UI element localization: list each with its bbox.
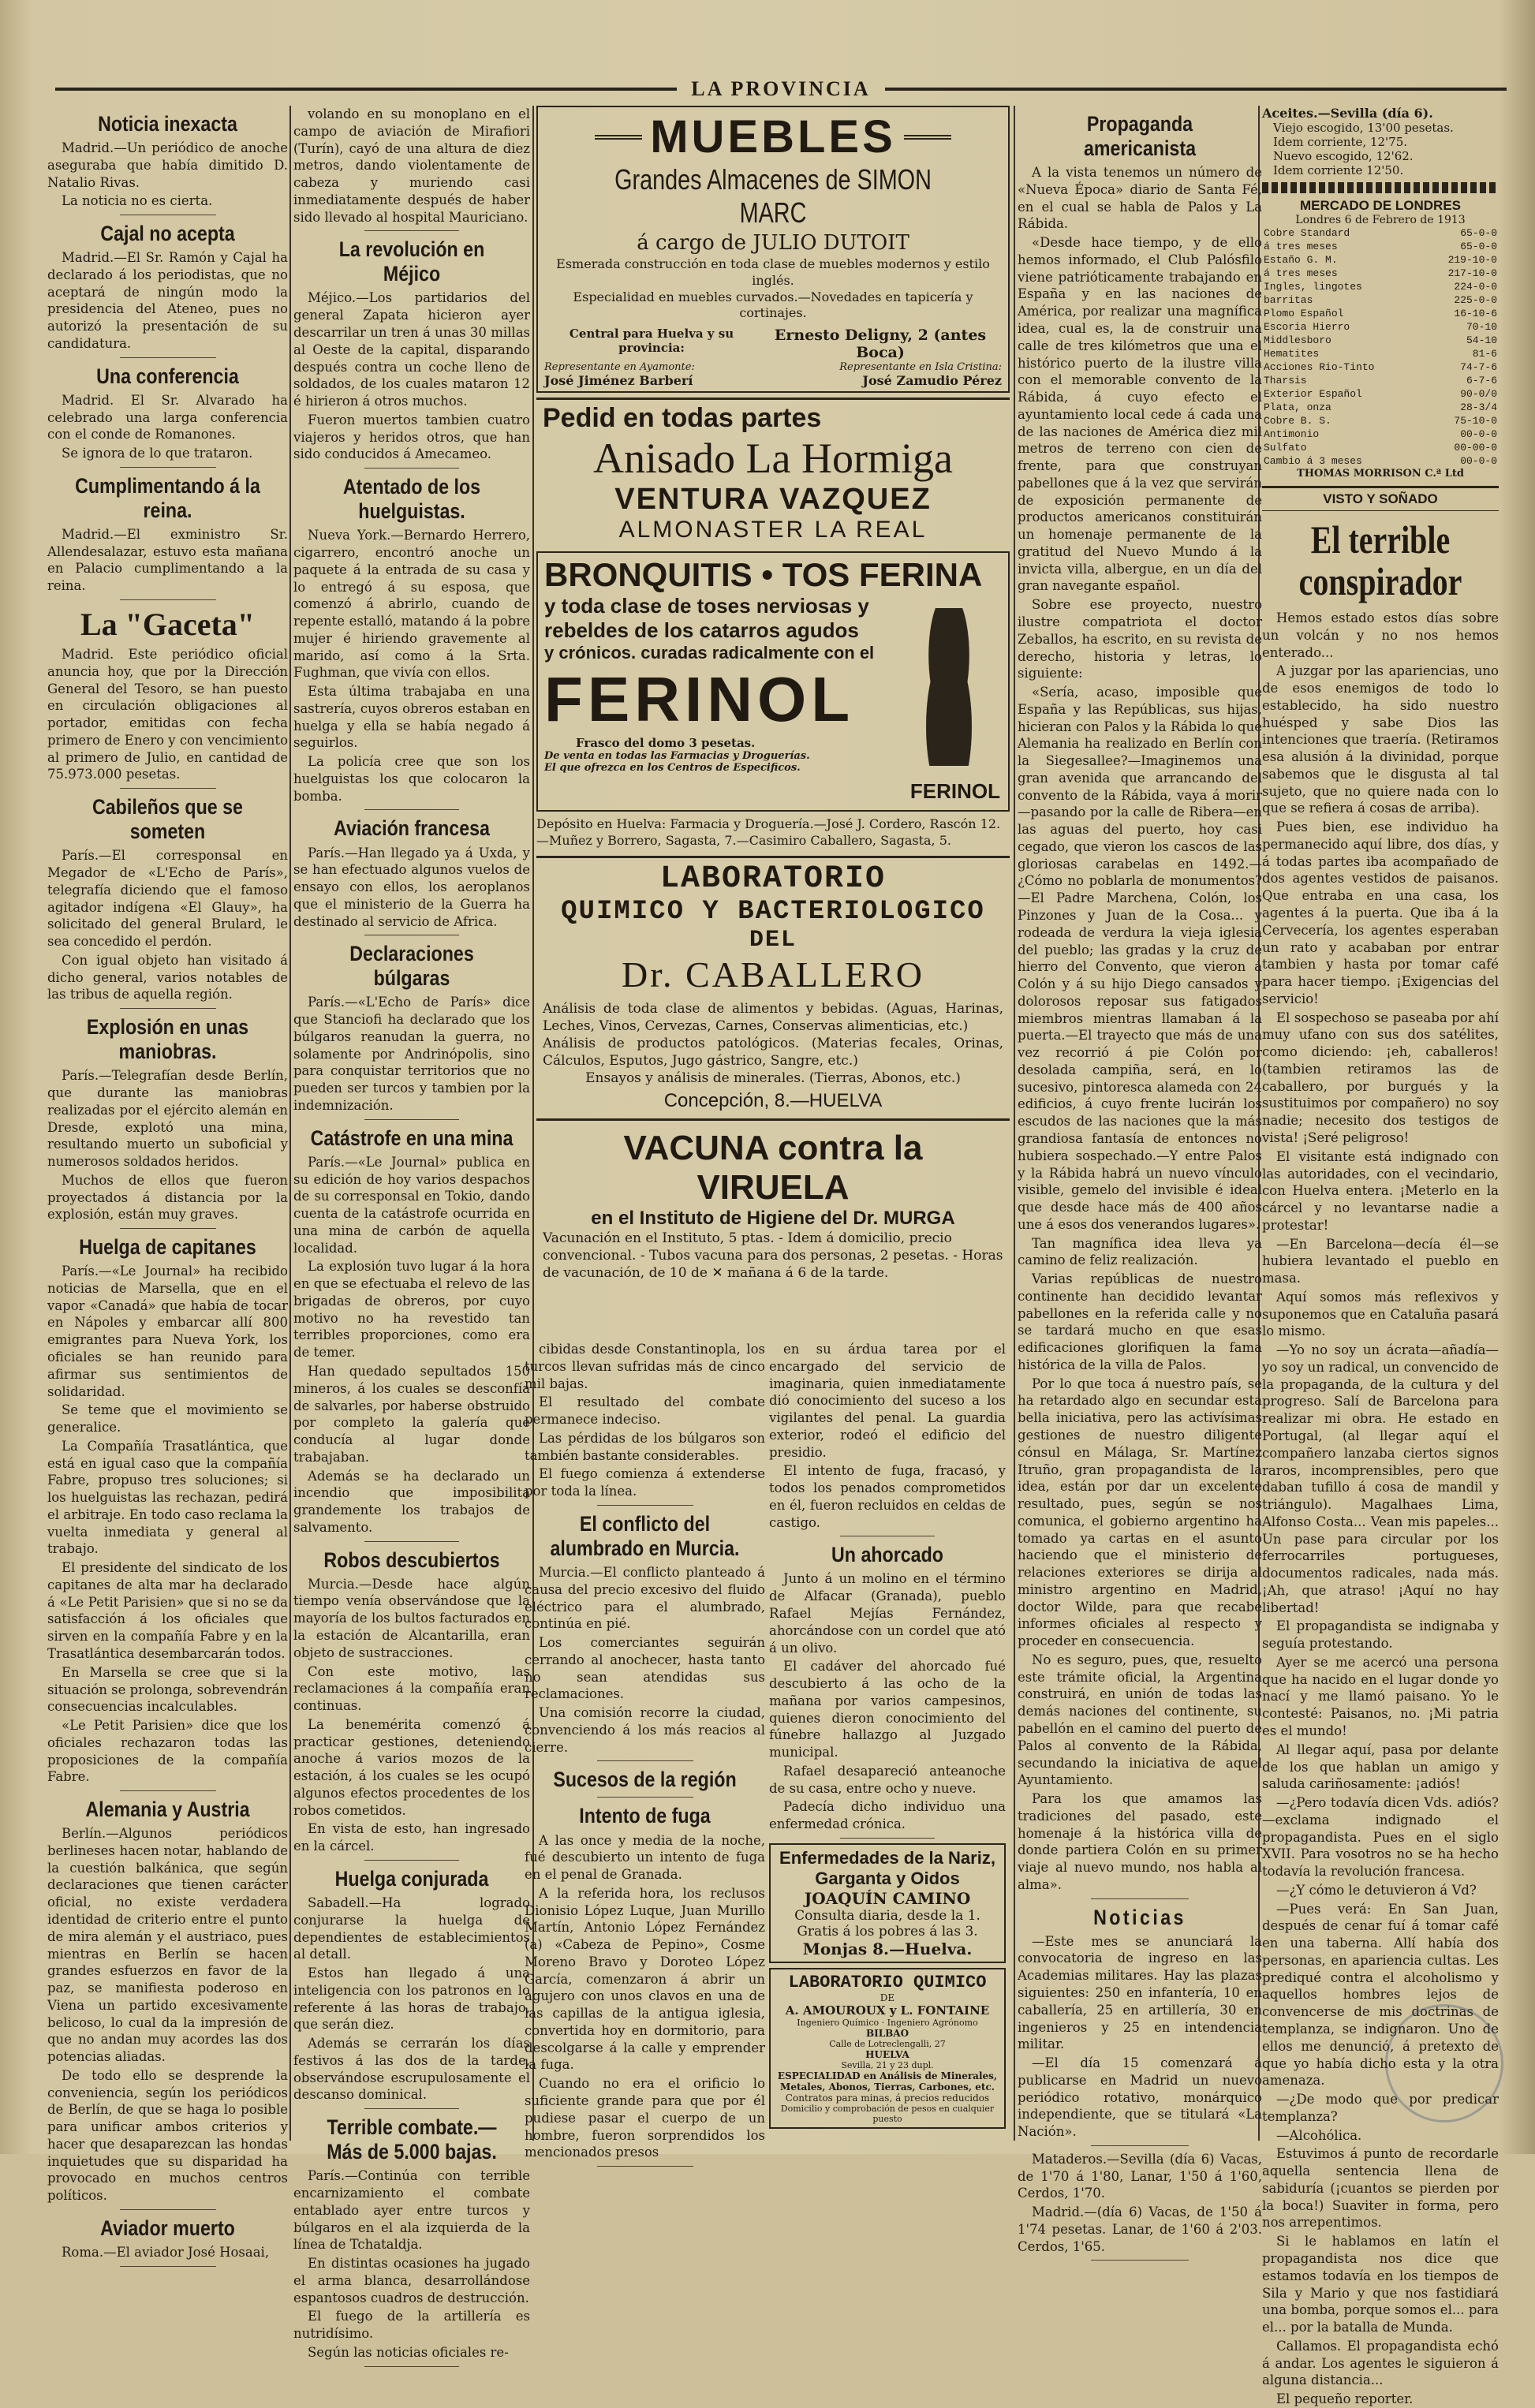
article-paragraph: Si le hablamos en latín el propagandista nos dice que estamos todavía en los tiempos de Sila y Mario y que nos fastidiará una bomba, porque somos el... para el... por la batalla de Munda. bbox=[1262, 2234, 1499, 2335]
article-paragraph: El sospechoso se paseaba por ahí muy ufano con sus dos satélites, como diciendo: ¡eh, caballeros! (tambien retiramos las de caballero, por burgués y la sustituimos por compañero) no soy nadie; necesito dos testigos de vista! ¡Seré peligroso! bbox=[1262, 1010, 1499, 1145]
ad-quimico-esp: ESPECIALIDAD en Análisis de Minerales, Metales, Abonos, Tierras, Carbones, etc. bbox=[777, 2070, 998, 2093]
article-paragraph: En Marsella se cree que si la situación se prolonga, sobrevendrán consecuencias incalculables. bbox=[47, 1664, 288, 1715]
market-value: 217-10-0 bbox=[1447, 267, 1497, 279]
library-stamp bbox=[1385, 2004, 1503, 2122]
aceites-item: Idem corriente 12'50. bbox=[1273, 163, 1404, 177]
ad-vacuna-sub: en el Instituto de Higiene del Dr. MURGA bbox=[591, 1208, 955, 1230]
ad-quimico-foot: Domicilio y comprobación de pesos en cualquier puesto bbox=[780, 2103, 995, 2124]
article-paragraph: Los comerciantes seguirán cerrando al anochecer, hasta tanto no sean atendidas sus reclamaciones. bbox=[525, 1635, 765, 1702]
ad-lab-line2: QUIMICO Y BACTERIOLOGICO bbox=[561, 896, 985, 927]
article-paragraph: Madrid. El Sr. Alvarado ha celebrado una larga conferencia con el conde de Romanones. bbox=[47, 392, 288, 442]
article-paragraph: Se ignora de lo que trataron. bbox=[62, 446, 253, 461]
article-separator bbox=[597, 2166, 693, 2167]
article-headline: Propaganda americanista bbox=[1083, 112, 1196, 161]
article-separator bbox=[364, 230, 459, 231]
ad-monaster: ALMONASTER LA REAL bbox=[618, 517, 928, 543]
ad-lab-p2: Análisis de productos patológicos. (Materias fecales, Orinas, Cálculos, Esputos, Jugo gástrico, Sangre, etc.) bbox=[543, 1035, 1003, 1070]
article-separator bbox=[120, 1008, 216, 1009]
ad-rule bbox=[904, 135, 951, 140]
article-paragraph: —En Barcelona—decía él—se hubiera levantado el pueblo en masa. bbox=[1262, 1236, 1499, 1286]
ad-ventura: VENTURA VAZQUEZ bbox=[614, 483, 932, 517]
ad-hormiga-title: Anisado La Hormiga bbox=[593, 435, 953, 483]
article-separator bbox=[120, 2209, 216, 2210]
ad-quimico-city1: BILBAO bbox=[865, 2027, 909, 2039]
market-item: Sulfato bbox=[1264, 442, 1307, 454]
masthead-rule-right bbox=[885, 88, 1507, 91]
article-headline: Huelga conjurada bbox=[334, 1866, 489, 1891]
market-signature: THOMAS MORRISON C.ª Ltd bbox=[1297, 468, 1464, 480]
article-separator bbox=[364, 809, 459, 810]
article-paragraph: El propagandista se indignaba y seguía protestando. bbox=[1262, 1618, 1499, 1652]
article-paragraph: volando en su monoplano en el campo de aviación de Mirafiori (Turín), cayó de una altura de diez metros, dando violentamente de cabeza y muriendo casi inmediatamente después de haber sido llevado al hospital Mauriciano. bbox=[293, 106, 530, 225]
ad-rep1: José Jiménez Barberí bbox=[544, 373, 693, 389]
article-paragraph: El visitante está indignado con las autoridades, con el vecindario, con Huelva entera. ¡Meterlo en la cárcel y no levantarse nadie a protestar! bbox=[1262, 1148, 1499, 1233]
article-paragraph: —¿Pero todavía dicen Vds. adiós?—exclama indignado el propagandista. Pues en el siglo XVII. Para vosotros no se ha hecho todavía la revolución francesa. bbox=[1262, 1795, 1499, 1880]
article-paragraph: Las pérdidas de los búlgaros son también bastante considerables. bbox=[525, 1430, 765, 1463]
article-headline: Cumplimentando á la reina. bbox=[75, 473, 260, 522]
article-headline: Aviador muerto bbox=[100, 2216, 235, 2241]
market-value: 16-10-6 bbox=[1454, 308, 1497, 319]
article-paragraph: Se teme que el movimiento se generalice. bbox=[47, 1402, 288, 1435]
market-item: Cambio á 3 meses bbox=[1264, 455, 1362, 467]
market-value: 6-7-6 bbox=[1466, 375, 1497, 386]
article-separator bbox=[364, 1541, 459, 1542]
ad-lab-p1: Análisis de toda clase de alimentos y bebidas. (Aguas, Harinas, Leches, Vinos, Cervezas, Carnes, Conservas alimenticias, etc.) bbox=[543, 1000, 1003, 1034]
article-paragraph: París.—Telegrafían desde Berlín, que durante las maniobras realizadas por el ejército alemán en Dresde, explotó una mina, resultando muerto un suboficial y numerosos soldados heridos. bbox=[47, 1068, 288, 1170]
aceites-item: Viejo escogido, 13'00 pesetas. bbox=[1273, 121, 1454, 135]
ad-quimico-addr1: Calle de Lotreclengalli, 27 bbox=[829, 2038, 946, 2049]
article-paragraph: Junto á un molino en el término de Alfacar (Granada), pueblo Rafael Mejías Fernández, ahorcándose con un cordel que ató á un olivo. bbox=[769, 1571, 1006, 1656]
ad-ferinol-venta1: De venta en todas las Farmacias y Droguerías. bbox=[544, 750, 810, 763]
article-paragraph: Además se cerrarán los días festivos á las dos de la tarde, observándose escrupulosamente el descanso dominical. bbox=[293, 2036, 530, 2103]
article-separator bbox=[120, 1228, 216, 1229]
market-row bbox=[1262, 401, 1499, 414]
market-item: Escoria Hierro bbox=[1264, 321, 1350, 333]
article-paragraph: Con este motivo, las reclamaciones á la compañía eran continuas. bbox=[293, 1663, 530, 1714]
market-item: Cobre Standard bbox=[1264, 227, 1350, 239]
market-value: 65-0-0 bbox=[1460, 241, 1497, 252]
article-paragraph: Mataderos.—Sevilla (día 6) Vacas, de 1'70 á 1'80, Lanar, 1'50 á 1'60, Cerdos, 1'70. bbox=[1018, 2151, 1262, 2201]
ad-deposito: Depósito en Huelva: Farmacia y Droguería.—José J. Cordero, Rascón 12.—Muñez y Borrero, Sagasta, 7.—Casimiro Caballero, Sagasta, 5. bbox=[536, 816, 1001, 848]
ad-desc-1: Esmerada construcción en toda clase de muebles modernos y estilo inglés. bbox=[556, 256, 990, 288]
market-row bbox=[1262, 240, 1499, 253]
ad-lab-line1: LABORATORIO bbox=[659, 861, 887, 897]
article-paragraph: De todo ello se desprende la conveniencia, según los periódicos de Berlín, de que se haga lo posible para unificar ambos criterios y hacer que desaparezcan las hondas inquietudes que su disparidad ha provocado en muchos centros políticos. bbox=[47, 2067, 288, 2204]
ad-vacuna bbox=[536, 1126, 1010, 1285]
aceites-item: Nuevo escogido, 12'62. bbox=[1273, 149, 1414, 163]
article-paragraph: En vista de esto, han ingresado en la cárcel. bbox=[293, 1821, 530, 1854]
article-paragraph: Madrid.—El Sr. Ramón y Cajal ha declarado á los periodistas, que no aceptará de ningún modo la presidencia del Ateneo, pues no autorizó la presentación de su candidatura. bbox=[47, 250, 288, 351]
article-paragraph: Al llegar aquí, pasa por delante de los que hablan un amigo y saluda cariñosamente: ¡adiós! bbox=[1262, 1742, 1499, 1792]
terrible-conspirador-text bbox=[1262, 610, 1499, 2408]
market-item: Antimonio bbox=[1264, 428, 1320, 440]
article-paragraph: Madrid.—Un periódico de anoche aseguraba que había dimitido D. Natalio Rivas. bbox=[47, 140, 288, 190]
market-row bbox=[1262, 374, 1499, 387]
article-paragraph: El cadáver del ahorcado fué descubierto á las ocho de la mañana por varios campesinos, quienes dieron conocimiento del fúnebre hallazgo al Juzgado municipal. bbox=[769, 1659, 1006, 1760]
article-paragraph: La Compañía Trasatlántica, que está en igual caso que la compañía Fabre, propuso tres soluciones; si los huelguistas las rechazan, pedirá el arbitraje. En todo caso reclama la vuelta inmediata y general al trabajo. bbox=[47, 1438, 288, 1557]
article-separator bbox=[120, 467, 216, 468]
article-paragraph: Pues bien, ese individuo ha permanecido aquí libre, dos días, y á todas partes iba acompañado de dos agentes vestidos de paisanos. Que entraba en una casa, los agentes á la puerta. Que iba á la Cervecería, los agentes esperaban un rato y acababan por entrar tambien y hasta por tomar café para hacer tiempo. ¡Exigencias del servicio! bbox=[1262, 819, 1499, 1006]
terrible-conspirador-title: El terrible conspirador bbox=[1298, 517, 1462, 603]
article-paragraph: Fueron muertos tambien cuatro viajeros y heridos otros, que han sido conducidos á Amecameo. bbox=[293, 412, 530, 462]
market-title: MERCADO DE LONDRES bbox=[1299, 198, 1461, 213]
market-row bbox=[1262, 441, 1499, 454]
article-paragraph: —¿Y cómo le detuvieron á Vd? bbox=[1276, 1882, 1477, 1898]
article-separator bbox=[120, 788, 216, 789]
article-paragraph: La policía cree que son los huelguistas los que colocaron la bomba. bbox=[293, 754, 530, 804]
article-paragraph: A la referida hora, los reclusos Dionisio López Luque, Juan Murillo Martín, Antonio López Fernández (a) «Cabeza de Pepino», Cosme Moreno Bravo y Doroteo López García, comenzaron á abrir un agujero con unos clavos en una de las capillas de la antigua iglesia, convertida hoy en dormitorio, para descolgarse á la calle y emprender la fuga. bbox=[525, 1885, 765, 2073]
article-paragraph: Hemos estado estos días sobre un volcán y no nos hemos enterado... bbox=[1262, 610, 1499, 660]
market-row bbox=[1262, 293, 1499, 307]
article-separator bbox=[120, 1790, 216, 1791]
ad-rep2: José Zamudio Pérez bbox=[862, 373, 1002, 389]
article-paragraph: Rafael desapareció anteanoche de su casa, entre ocho y nueve. bbox=[769, 1763, 1006, 1796]
aceites-list bbox=[1262, 121, 1499, 177]
market-value: 81-6 bbox=[1472, 348, 1497, 360]
ad-quimico-contr: Contratos para minas, á precios reducidos bbox=[785, 2092, 990, 2104]
article-headline: Aviación francesa bbox=[334, 816, 490, 841]
article-paragraph: El intento de fuga, fracasó, y todos los penados comprometidos en él, fueron recluidos en celdas de castigo. bbox=[769, 1463, 1006, 1530]
article-headline: Declaraciones búlgaras bbox=[349, 942, 474, 991]
article-separator bbox=[597, 1760, 693, 1761]
masthead-title: LA PROVINCIA bbox=[691, 77, 871, 100]
article-paragraph: El fuego comienza á extenderse por toda la línea. bbox=[525, 1466, 765, 1499]
ad-camino-name: JOAQUÍN CAMINO bbox=[804, 1888, 971, 1908]
article-paragraph: Aquí somos más reflexivos y suponemos que en Cataluña pasará lo mismo. bbox=[1262, 1289, 1499, 1339]
article-paragraph: París.—«Le Journal» ha recibido noticias de Marsella, que en el vapor «Canadá» que había de tocar en Nápoles y embarcar allí 800 emigrantes para Nueva York, los oficiales se han reunido para afirmar sus sentimientos de solidaridad. bbox=[47, 1264, 288, 1399]
ad-quimico-names: A. AMOUROUX y L. FONTAINE bbox=[785, 2003, 990, 2018]
article-paragraph: Han quedado sepultados 150 mineros, á los cuales se desconfía de salvarles, por haberse obstruido por completo la galería que conducía al lugar donde trabajaban. bbox=[293, 1364, 530, 1465]
column-4-lower bbox=[769, 1341, 1006, 2141]
market-item: Middlesboro bbox=[1264, 334, 1331, 346]
market-item: Cobre B. S. bbox=[1264, 415, 1331, 427]
article-paragraph: El presidente del sindicato de los capitanes de alta mar ha declarado á «Le Petit Parisien» que si no se da satisfacción á los oficiales que sirven en la compañía Fabre y en la Trasatlántica desembarcarán todos. bbox=[47, 1560, 288, 1661]
article-separator bbox=[840, 1838, 935, 1839]
market-row bbox=[1262, 414, 1499, 427]
article-paragraph: París.—«Le Journal» publica en su edición de hoy varios despachos de su corresponsal en Tokio, dando cuenta de la catástrofe ocurrida en una mina de carbón de aquella localidad. bbox=[293, 1154, 530, 1256]
ad-ferinol-venta2: El que ofrezca en los Centros de Especificos. bbox=[544, 762, 801, 775]
article-paragraph: Esta última trabajaba en una sastrería, cuyos obreros estaban en huelga y ella se había negado á seguirlos. bbox=[293, 684, 530, 751]
market-value: 219-10-0 bbox=[1447, 254, 1497, 266]
ad-lab-line3: DEL bbox=[749, 926, 797, 954]
column-6 bbox=[1262, 106, 1499, 2407]
masthead bbox=[55, 76, 1507, 103]
article-separator bbox=[364, 1119, 459, 1120]
article-paragraph: Estuvimos á punto de recordarle aquella sentencia llena de sabiduría (¡cuantos se pierden por la boca!) Suaviter in forma, pero nos arrepentimos. bbox=[1262, 2146, 1499, 2231]
article-paragraph: en su árdua tarea por el encargado del servicio de imaginaria, quien inmediatamente dió conocimiento del suceso a los vigilantes del penal. La guardia exterior, rodeó el edificio del presidio. bbox=[769, 1342, 1006, 1460]
article-paragraph: Nueva York.—Bernardo Herrero, cigarrero, encontró anoche un paquete á la entrada de su casa y lo entregó á su esposa, que comenzó á abrirlo, cuando de repente estalló, matando á la pobre mujer é hiriendo gravemente al marido, así como á la Srta. Fughman, que vivía con ellos. bbox=[293, 528, 530, 681]
ad-ferinol-dosis: Frasco del domo 3 pesetas. bbox=[576, 736, 756, 751]
market-item: Tharsis bbox=[1264, 375, 1307, 386]
article-paragraph: El fuego de la artillería es nutridísimo. bbox=[293, 2309, 530, 2342]
market-value: 00-0-0 bbox=[1460, 455, 1497, 467]
market-item: Estaño G. M. bbox=[1264, 254, 1338, 266]
ad-quimico-title: LABORATORIO QUIMICO bbox=[788, 1972, 987, 1992]
article-separator bbox=[120, 357, 216, 358]
article-paragraph: cibidas desde Constantinopla, los turcos llevan sufridas más de cinco mil bajas. bbox=[525, 1342, 765, 1391]
ad-hormiga bbox=[536, 398, 1010, 547]
market-value: 65-0-0 bbox=[1460, 227, 1497, 239]
article-headline: El conflicto del alumbrado en Murcia. bbox=[550, 1511, 740, 1560]
article-separator bbox=[364, 468, 459, 469]
article-paragraph: «Sería, acaso, imposible que España y las Repúblicas, sus hijas, hicieran con Palos y la Rábida lo que Alemania ha realizado en Berlín con la Siegesallee?—Imaginemos una gran avenida que arrancando del convento de la Rábida, vaya á morir—pasando por la calle de Ribera—en las aguas del puerto, hoy casi cegado, que vieron los cascos de las gloriosas carabelas en 1492.—¿Cómo no poblarla de monumentos?—El Padre Marchena, Colón, los Pinzones y Juan de la Cosa... y rodeada de verdura la vieja iglesia del pueblo; las gradas y la cruz de hierro del Convento, que vieron á Colón y á su hijo Diego cansados y dolorosos reposar sus fatigados miembros mientras llamaban á la puerta.—El trayecto que más de una vez recorrió á pie Colón por desolada campiña, será, en lo sucesivo, pintoresca alameda con 24 edificios, á cuyo frente lucirán los escudos de las naciones que la más grandiosa fantasía de entonces no hubiera sospechado.—Y entre Palos y la Rábida habrá un nuevo vínculo visible, gemelo del invisible é ideal que desde hace más de 400 años une á esos dos venerandos lugares». bbox=[1018, 685, 1262, 1232]
article-paragraph: Sabadell.—Ha logrado conjurarse la huelga de dependientes de establecimientos al detall. bbox=[293, 1895, 530, 1962]
market-row bbox=[1262, 226, 1499, 240]
article-paragraph: —Yo no soy un ácrata—añadía—yo soy un radical, un convencido de la propaganda, de la cultura y del progreso. Salí de Barcelona para realizar mi obra. He estado en Portugal, (al llegar aquí el compañero lanzaba ciertos signos raros, incomprensibles, pero que daban tufillo á cosa de mandil y triángulo). Magalhaes Lima, Alfonso Costa... Vean mis papeles... Un pase para circular por los ferrocarriles portugueses, documentos radicales, nada más. ¡Ah, que atraso! ¡Aquí no hay libertad! bbox=[1262, 1342, 1499, 1615]
article-headline: Alemania y Austria bbox=[85, 1798, 250, 1822]
article-paragraph: El pequeño reporter. bbox=[1276, 2391, 1414, 2407]
article-paragraph: Murcia.—El conflicto planteado á causa del precio excesivo del fluido eléctrico para el alumbrado, continúa en pié. bbox=[525, 1564, 765, 1632]
article-paragraph: Muchos de ellos que fueron proyectados á distancia por la explosión, están muy graves. bbox=[47, 1172, 288, 1223]
article-separator bbox=[364, 2366, 459, 2367]
ad-ferinol bbox=[536, 551, 1010, 812]
article-paragraph: Madrid.—El exministro Sr. Allendesalazar, estuvo esta mañana en Palacio cumplimentando a la reina. bbox=[47, 526, 288, 594]
market-row bbox=[1262, 253, 1499, 267]
ad-desc-2: Especialidad en muebles curvados.—Novedades en tapicería y cortinajes. bbox=[573, 289, 973, 321]
ad-camino bbox=[769, 1843, 1006, 1963]
article-headline: Noticias bbox=[1093, 1905, 1186, 1929]
article-paragraph: La explosión tuvo lugar á la hora en que se efectuaba el relevo de las brigadas de obreros, por cuyo motivo no ha revestido tan terribles proporciones, como era de temer. bbox=[293, 1259, 530, 1361]
article-paragraph: Sobre ese proyecto, nuestro ilustre compatriota el doctor Zeballos, ha escrito, en su revista de derecho, historia y letras, lo siguiente: bbox=[1018, 597, 1262, 681]
article-separator bbox=[120, 599, 216, 600]
column-2 bbox=[293, 106, 530, 2360]
article-headline: Explosión en unas maniobras. bbox=[86, 1015, 249, 1064]
article-paragraph: En distintas ocasiones ha jugado el arma blanca, desarrollándose espantosos cuadros de destrucción. bbox=[293, 2256, 530, 2305]
ad-ferinol-small: FERINOL bbox=[909, 779, 1000, 804]
article-headline: Robos descubiertos bbox=[323, 1547, 500, 1572]
market-value: 75-10-0 bbox=[1454, 415, 1497, 427]
market-value: 54-10 bbox=[1466, 334, 1497, 346]
article-headline: Huelga de capitanes bbox=[79, 1235, 256, 1260]
column-5 bbox=[1018, 106, 1262, 2254]
ad-rep1-label: Representante en Ayamonte: bbox=[544, 361, 695, 374]
market-row bbox=[1262, 320, 1499, 334]
advertisements bbox=[536, 106, 1010, 1282]
market-item: á tres meses bbox=[1264, 267, 1338, 279]
market-value: 74-7-6 bbox=[1460, 361, 1497, 373]
article-separator bbox=[1091, 1898, 1189, 1899]
article-paragraph: —Alcohólica. bbox=[1276, 2127, 1362, 2143]
ad-lab-address: Concepción, 8.—HUELVA bbox=[663, 1090, 883, 1112]
article-paragraph: Además se ha declarado un incendio que imposibilita grandemente los trabajos de salvamento. bbox=[293, 1468, 530, 1535]
ad-muebles bbox=[536, 106, 1010, 393]
ad-vacuna-title: VACUNA contra la VIRUELA bbox=[623, 1129, 923, 1208]
article-paragraph: Roma.—El aviador José Hosaai, bbox=[62, 2245, 270, 2261]
market-item: Exterior Español bbox=[1264, 388, 1362, 400]
article-paragraph: Con igual objeto han visitado á dicho general, varios notables de las tribus de aquella región. bbox=[47, 952, 288, 1002]
ad-central-address: Ernesto Deligny, 2 (antes Boca) bbox=[774, 327, 987, 362]
market-item: Plomo Español bbox=[1264, 308, 1344, 319]
article-separator bbox=[364, 2108, 459, 2109]
article-paragraph: La benemérita comenzó á practicar gestiones, deteniendo anoche á varios mozos de la estación, á los cuales se les ocupó algunos efectos procedentes de los robos cometidos. bbox=[293, 1716, 530, 1818]
ad-almacenes: Grandes Almacenes de SIMON MARC bbox=[614, 163, 932, 229]
market-value: 00-0-0 bbox=[1460, 428, 1497, 440]
article-headline: La "Gaceta" bbox=[80, 607, 256, 643]
column-1 bbox=[47, 106, 289, 2261]
article-headline: Catástrofe en una mina bbox=[310, 1126, 514, 1150]
ad-rule bbox=[595, 135, 642, 140]
article-headline: Intento de fuga bbox=[579, 1804, 711, 1828]
decorative-bar bbox=[1262, 182, 1499, 193]
ad-muebles-title: MUEBLES bbox=[650, 111, 896, 162]
market-value: 90-0/0 bbox=[1460, 388, 1497, 400]
market-row bbox=[1262, 347, 1499, 360]
market-row bbox=[1262, 360, 1499, 374]
ad-rep2-label: Representante en Isla Cristina: bbox=[839, 361, 1002, 374]
article-paragraph: Tan magnífica idea lleva ya camino de feliz realización. bbox=[1018, 1235, 1262, 1268]
ad-lab-p3: Ensayos y análisis de minerales. (Tierras, Abonos, etc.) bbox=[585, 1070, 961, 1087]
article-separator bbox=[1091, 2260, 1189, 2261]
ad-laboratorio-quimico bbox=[769, 1968, 1006, 2129]
article-paragraph: —Este mes se anunciará la convocatoria de ingreso en las Academias militares. Hay las plazas siguientes: 250 en infantería, 10 en caballería, 25 en artillería, 30 en ingenieros y 25 en intendencia militar. bbox=[1018, 1933, 1262, 2052]
article-paragraph: «Desde hace tiempo, y de ello hemos informado, el Club Palósfilo viene patrióticamente trabajando en España y en las naciones de América, por realizar una magnífica idea, cual es, la de construir una calle de tres kilómetros que una el histórico puerto de la ilustre villa con el memorable convento de la Rábida, á cuyo efecto el ayuntamiento local cede á cada una de las naciones de América diez mil metros de terreno con cien de frente, para que construyan pabellones que á la vez que servirán de exposición permanente de productos americanos constituirán un homenaje permanente de la gratitud del Nuevo Mundo á la invicta villa, albergue, en un día del gran navegante español. bbox=[1018, 235, 1262, 594]
ad-quimico-city2: HUELVA bbox=[865, 2048, 909, 2060]
article-paragraph: Padecía dicho individuo una enfermedad crónica. bbox=[769, 1799, 1006, 1832]
article-headline: Terrible combate.—Más de 5.000 bajas. bbox=[327, 2115, 497, 2164]
article-paragraph: A la vista tenemos un número de «Nueva Época» diario de Santa Fé, en el cual se habla de Palos y La Rábida. bbox=[1018, 165, 1262, 232]
article-headline: Atentado de los huelguistas. bbox=[342, 475, 481, 524]
market-value: 70-10 bbox=[1466, 321, 1497, 333]
market-value: 224-0-0 bbox=[1454, 281, 1497, 293]
article-paragraph: A las once y media de la noche, fué descubierto un intento de fuga en el penal de Granada. bbox=[525, 1832, 765, 1883]
ad-camino-line1: Consulta diaria, desde la 1. bbox=[794, 1907, 980, 1924]
market-item: Hematites bbox=[1264, 348, 1320, 360]
article-paragraph: Una comisión recorre la ciudad, convenciendo á los más reacios al cierre. bbox=[525, 1705, 765, 1755]
article-paragraph: —El día 15 comenzará á publicarse en Madrid un nuevo periódico rotativo, monárquico independiente, que se titulará «La Nación». bbox=[1018, 2055, 1262, 2140]
article-paragraph: —Pues verá: En San Juan, después de cenar fuí á tomar café en una taberna. Allí había dos personas, en apariencia cultas. Les prediqué contra el alcoholismo y aquellos hombres lejos de convencerse de mis doctrinas de templanza, se indignaron. Uno de ellos me denunció, á pretexto de que yo había dicho esta y la otra amenaza. bbox=[1262, 1901, 1499, 2089]
ad-laboratorio-caballero bbox=[536, 856, 1010, 1121]
column-divider bbox=[289, 106, 291, 2141]
market-row bbox=[1262, 267, 1499, 280]
article-paragraph: París.—Han llegado ya á Uxda, y se han efectuado algunos vuelos de ensayo con ellos, los aeroplanos que el ministerio de la Guerra ha destinado al servicio de Africa. bbox=[293, 845, 530, 929]
article-separator bbox=[120, 2266, 216, 2267]
article-headline: Una conferencia bbox=[96, 364, 239, 388]
market-table bbox=[1262, 226, 1499, 468]
masthead-rule-left bbox=[55, 88, 677, 91]
article-separator bbox=[597, 1797, 693, 1798]
section-visto-y-sonado: VISTO Y SOÑADO bbox=[1262, 486, 1499, 511]
article-paragraph: París.—El corresponsal en Megador de «L'Echo de París», telegrafía diciendo que el famoso agitador indígena «El Glauy», ha solicitado del general Brulard, le sea concedido el perdón. bbox=[47, 848, 288, 950]
article-headline: Noticia inexacta bbox=[98, 112, 237, 136]
article-paragraph: Murcia.—Desde hace algún tiempo venía observándose que la mayoría de los bultos facturados en la estación de Alcantarilla, eran objeto de sustracciones. bbox=[293, 1576, 530, 1660]
article-paragraph: El resultado del combate permanece indeciso. bbox=[525, 1394, 765, 1428]
ad-camino-title: Enfermedades de la Nariz, Garganta y Oidos bbox=[779, 1847, 995, 1888]
market-item: barritas bbox=[1264, 294, 1313, 306]
article-paragraph: Madrid.—(día 6) Vacas, de 1'50 á 1'74 pesetas. Lanar, de 1'60 á 2'03. Cerdos, 1'65. bbox=[1018, 2205, 1262, 2254]
aceites-item: Idem corriente, 12'75. bbox=[1273, 135, 1408, 149]
article-paragraph: «Le Petit Parisien» dice que los oficiales rechazaron todas las proposiciones de la compañía Fabre. bbox=[47, 1718, 288, 1785]
market-row bbox=[1262, 454, 1499, 468]
article-headline: La revolución en Méjico bbox=[338, 237, 485, 286]
market-row bbox=[1262, 387, 1499, 401]
article-separator bbox=[1091, 2145, 1189, 2146]
ad-ferinol-sub2: rebeldes de los catarros agudos bbox=[544, 618, 859, 643]
market-row bbox=[1262, 280, 1499, 293]
article-paragraph: La noticia no es cierta. bbox=[62, 193, 213, 209]
article-paragraph: —¿De modo que por predicar templanza? bbox=[1262, 2092, 1499, 2124]
article-headline: Cajal no acepta bbox=[100, 222, 235, 246]
ad-caballero: Dr. CABALLERO bbox=[622, 954, 924, 995]
ad-camino-line2: Gratis á los pobres á las 3. bbox=[797, 1923, 978, 1939]
column-3-lower bbox=[525, 1341, 765, 2160]
market-row bbox=[1262, 307, 1499, 320]
article-paragraph: Varias repúblicas de nuestro continente han decidido levantar pabellones en la referida calle y no se tardará mucho en que esas edificaciones glorifiquen la fama histórica de la villa de Palos. bbox=[1018, 1271, 1262, 1372]
aceites-heading: Aceites.—Sevilla (día 6). bbox=[1262, 106, 1433, 121]
market-item: Ingles, lingotes bbox=[1264, 281, 1362, 293]
ad-pedid: Pedid en todas partes bbox=[543, 403, 822, 434]
article-headline: Un ahorcado bbox=[831, 1543, 943, 1567]
article-headline: Cabileños que se someten bbox=[92, 795, 243, 844]
article-paragraph: Madrid. Este periódico oficial anuncia hoy, que por la Dirección General del Tesoro, se han puesto en circulación obligaciones al portador, emitidas con fecha primero de Enero y con vencimiento al primero de Julio, en cantidad de 75.973.000 pesetas. bbox=[47, 647, 289, 782]
ad-quimico-sub: Ingeniero Químico · Ingeniero Agrónomo bbox=[797, 2017, 978, 2028]
ad-quimico-addr2: Sevilla, 21 y 23 dupl. bbox=[841, 2059, 934, 2070]
market-row bbox=[1262, 427, 1499, 441]
column-divider bbox=[1014, 106, 1015, 2141]
ad-central-label: Central para Huelva y su provincia: bbox=[569, 327, 734, 356]
article-paragraph: Berlín.—Algunos periódicos berlineses hacen notar, hablando de la cuestión balkánica, que según declaraciones que tienen carácter oficial, no existe verdadera identidad de criterio entre el punto de mira alemán y el austriaco, pues mientras en Berlín se hacen grandes esfuerzos en favor de la paz, se manifiesta poderoso en Viena un partido excesivamente belicoso, lo cual da la impresión de que no andan muy acordes las dos potencias aliadas. bbox=[47, 1826, 288, 2065]
article-paragraph: Callamos. El propagandista echó á andar. Los agentes le siguieron á alguna distancia... bbox=[1262, 2338, 1499, 2388]
article-paragraph: París.—«L'Echo de París» dice que Stanciofi ha declarado que los búlgaros reanudan la guerra, no solamente por Andrinópolis, sino para conquistar territorios que no pueden ser turcos y tambien por la indemnización. bbox=[293, 995, 530, 1114]
market-value: 225-0-0 bbox=[1454, 294, 1497, 306]
article-separator bbox=[364, 1860, 459, 1861]
article-paragraph: No es seguro, pues, que, resuelto este trámite oficial, la Argentina construirá, en unión de todas las demás naciones del continente, su pabellón en el camino del puerto de Palos al convento de la Rábida, secundando la iniciativa de aquel Ayuntamiento. bbox=[1018, 1652, 1262, 1788]
market-value: 28-3/4 bbox=[1460, 401, 1497, 413]
article-headline: Sucesos de la región bbox=[553, 1768, 737, 1792]
ad-ferinol-title: FERINOL bbox=[544, 664, 855, 735]
ferinol-figure-illustration bbox=[913, 608, 984, 766]
market-item: Acciones Rio-Tinto bbox=[1264, 361, 1375, 373]
article-separator bbox=[597, 1505, 693, 1506]
article-paragraph: París.—Continúa con terrible encarnizamiento el combate entablado ayer entre turcos y búlgaros en el ala izquierda de la línea de Tchataldja. bbox=[293, 2168, 530, 2253]
market-value: 00-00-0 bbox=[1454, 442, 1497, 454]
ad-vacuna-text: Vacunación en el Instituto, 5 ptas. - Idem á domicilio, precio convencional. - Tubos vacuna para dos personas, 2 pesetas. - Horas de vacunación, de 10 de ✕ mañana á 6 de la tarde. bbox=[543, 1230, 1003, 1282]
article-paragraph: A juzgar por las apariencias, uno de esos enemigos de todo lo establecido, ha sido nuestro huésped y sabe Dios las intenciones que traería. (Retiramos esa alusión á la divinidad, porque sabemos que le disgusta al tal sujeto, que no quiere nada con lo que se refiera á cosas de arriba). bbox=[1262, 663, 1499, 816]
market-row bbox=[1262, 334, 1499, 347]
market-date: Londres 6 de Febrero de 1913 bbox=[1295, 214, 1466, 226]
article-paragraph: Por lo que toca á nuestro país, se ha retardado algo en secundar esta bella iniciativa, pero las activísimas gestiones de nuestro diligente cónsul en Málaga, Sr. Martínez Itruño, gran propagandista de la idea, están por dar un excelente resultado, pues, según se nos comunica, el gobierno argentino ha tomado ya cartas en el asunto haciendo que el ministerio de relaciones exteriores se dirija al ministro argentino en Madrid, doctor Wilde, para que recabe informes oficiales al respecto y proceder en consecuencia. bbox=[1018, 1376, 1262, 1649]
ad-cargo: á cargo de JULIO DUTOIT bbox=[637, 231, 909, 255]
ad-ferinol-sub3: y crónicos. curadas radicalmente con el bbox=[544, 643, 875, 663]
article-paragraph: Cuando no era el orificio lo suficiente grande para que por él pudiese pasar el cuerpo de un hombre, fueron sorprendidos los mencionados presos bbox=[525, 2076, 765, 2160]
article-paragraph: Ayer se me acercó una persona que ha nacido en el lugar donde yo nací y me llamó paisano. Yo le contesté: Paisanos, no. ¡Mi patria es el mundo! bbox=[1262, 1654, 1499, 1738]
ad-ferinol-sub1: y toda clase de toses nerviosas y bbox=[544, 594, 869, 618]
article-paragraph: Según las noticias oficiales re- bbox=[308, 2344, 509, 2360]
article-paragraph: Para los que amamos las tradiciones del pasado, este homenaje á la histórica villa de donde partiera Colón en su primer viaje al nuevo mundo, nos habla al alma». bbox=[1018, 1791, 1262, 1892]
market-item: Plata, onza bbox=[1264, 401, 1331, 413]
ad-quimico-de: DE bbox=[880, 1992, 895, 2003]
article-paragraph: Estos han llegado á una inteligencia con los patronos en lo referente á las horas de trabajo, que serán diez. bbox=[293, 1966, 530, 2033]
ad-bronquitis: BRONQUITIS • TOS FERINA bbox=[544, 556, 983, 594]
market-item: á tres meses bbox=[1264, 241, 1338, 252]
article-paragraph: Méjico.—Los partidarios del general Zapata hicieron ayer descarrilar un tren á unas 30 millas al Oeste de la capital, disparando después contra un coche lleno de soldados, de los cuales mataron 12 é hirieron á otros muchos. bbox=[293, 290, 530, 409]
ad-camino-addr: Monjas 8.—Huelva. bbox=[802, 1939, 973, 1958]
